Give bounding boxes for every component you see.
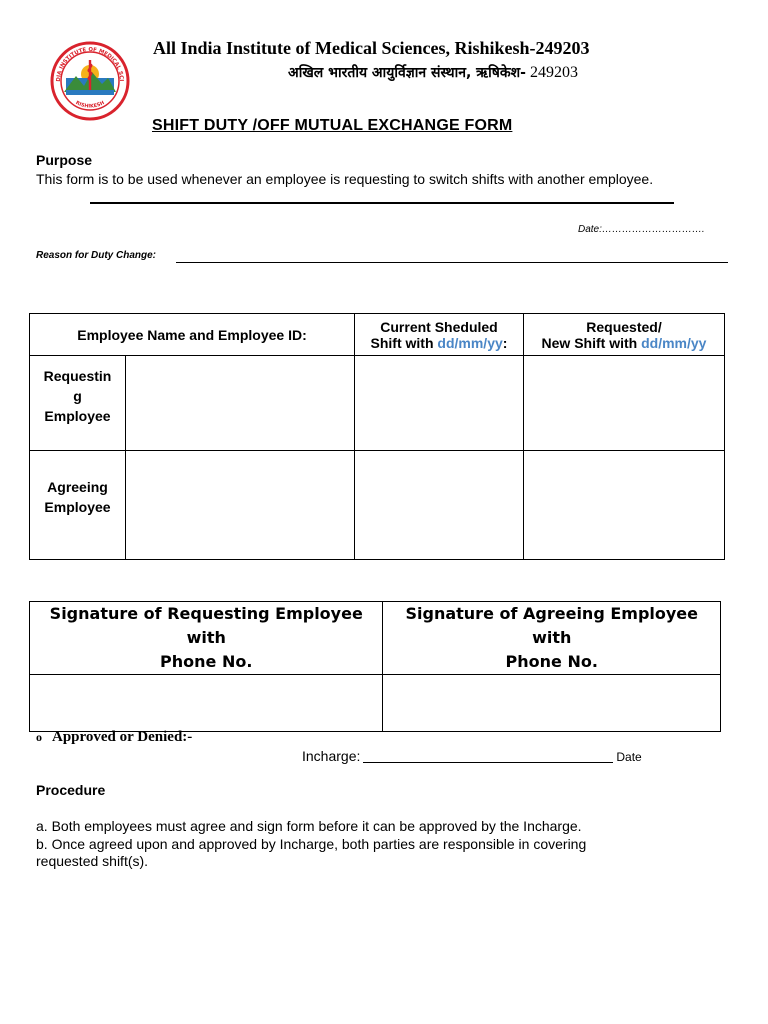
requesting-name-cell[interactable] xyxy=(126,356,355,451)
header-requested-shift-label: New Shift with xyxy=(541,334,642,351)
divider-rule xyxy=(90,202,674,204)
header-sign-agreeing-line1: Signature of Agreeing Employee with xyxy=(405,604,698,647)
header-employee-name-text: Employee Name and Employee ID: xyxy=(77,326,307,343)
header-current-shift-line2 xyxy=(355,335,523,351)
shift-exchange-table xyxy=(29,313,725,560)
header-current-shift-label: Shift with xyxy=(370,334,438,351)
row-label-requesting-line3: Employee xyxy=(44,408,111,424)
date-format-hint: dd/mm/yy xyxy=(641,334,707,351)
reason-field[interactable] xyxy=(176,262,728,263)
incharge-field[interactable] xyxy=(363,762,613,763)
sign-agreeing-cell[interactable] xyxy=(383,675,721,732)
incharge-line xyxy=(302,748,642,764)
institute-hindi-pin: 249203 xyxy=(525,64,578,81)
agreeing-name-cell[interactable] xyxy=(126,451,355,560)
form-title: SHIFT DUTY /OFF MUTUAL EXCHANGE FORM xyxy=(152,117,513,134)
header-sign-requesting-line2: Phone No. xyxy=(160,652,253,671)
row-label-agreeing xyxy=(30,451,126,560)
procedure-item-a: a. Both employees must agree and sign form before it can be approved by the Incharge. xyxy=(36,818,582,834)
agreeing-new-shift-cell[interactable] xyxy=(524,451,725,560)
header-sign-agreeing xyxy=(383,602,721,675)
institute-name-hindi xyxy=(288,63,578,82)
header-requested-shift xyxy=(524,314,725,356)
requesting-new-shift-cell[interactable] xyxy=(524,356,725,451)
date-field[interactable]: Date:…………………………. xyxy=(578,224,705,235)
incharge-label: Incharge: xyxy=(302,748,361,764)
approval-label: Approved or Denied:- xyxy=(52,729,193,745)
svg-text:ALL INDIA INSTITUTE OF MEDICAL: DIA INSTITUTE OF MEDICAL SCI xyxy=(55,46,125,82)
header-employee-name xyxy=(30,314,355,356)
aiims-logo xyxy=(50,38,130,124)
row-label-requesting xyxy=(30,356,126,451)
header-sign-requesting xyxy=(30,602,383,675)
header-requested-shift-line2 xyxy=(524,335,724,351)
procedure-heading: Procedure xyxy=(36,782,106,798)
header-sign-agreeing-line2: Phone No. xyxy=(505,652,598,671)
institute-hindi-text: अखिल भारतीय आयुर्विज्ञान संस्थान, ऋषिकेश- xyxy=(288,65,526,81)
agreeing-current-shift-cell[interactable] xyxy=(355,451,524,560)
reason-label: Reason for Duty Change: xyxy=(36,250,157,261)
date-format-hint: dd/mm/yy xyxy=(437,334,503,351)
incharge-date-label: Date xyxy=(616,750,642,764)
purpose-text: This form is to be used whenever an employee is requesting to switch shifts with another employee. xyxy=(36,171,654,187)
sign-requesting-cell[interactable] xyxy=(30,675,383,732)
row-label-agreeing-line1: Agreeing xyxy=(47,479,108,495)
requesting-current-shift-cell[interactable] xyxy=(355,356,524,451)
approval-line xyxy=(36,729,192,746)
header-sign-requesting-line1: Signature of Requesting Employee with xyxy=(49,604,363,647)
row-label-agreeing-line2: Employee xyxy=(44,499,111,515)
signature-table xyxy=(29,601,721,732)
row-label-requesting-line1: Requestin xyxy=(43,368,112,384)
header-current-shift xyxy=(355,314,524,356)
row-label-requesting-line2: g xyxy=(73,388,82,404)
procedure-item-b: b. Once agreed upon and approved by Incharge, both parties are responsible in covering requested shift(s). xyxy=(36,835,587,869)
purpose-heading: Purpose xyxy=(36,152,93,168)
svg-text:RISHIKESH: RISHIKESH xyxy=(74,99,106,110)
header-current-shift-line1: Current Sheduled xyxy=(380,318,498,335)
header-requested-shift-line1: Requested/ xyxy=(586,318,662,335)
bullet: o xyxy=(36,730,42,744)
procedure-text xyxy=(36,818,596,871)
header-current-shift-colon: : xyxy=(502,334,508,351)
institute-name-english: All India Institute of Medical Sciences, Rishikesh-249203 xyxy=(153,38,590,58)
